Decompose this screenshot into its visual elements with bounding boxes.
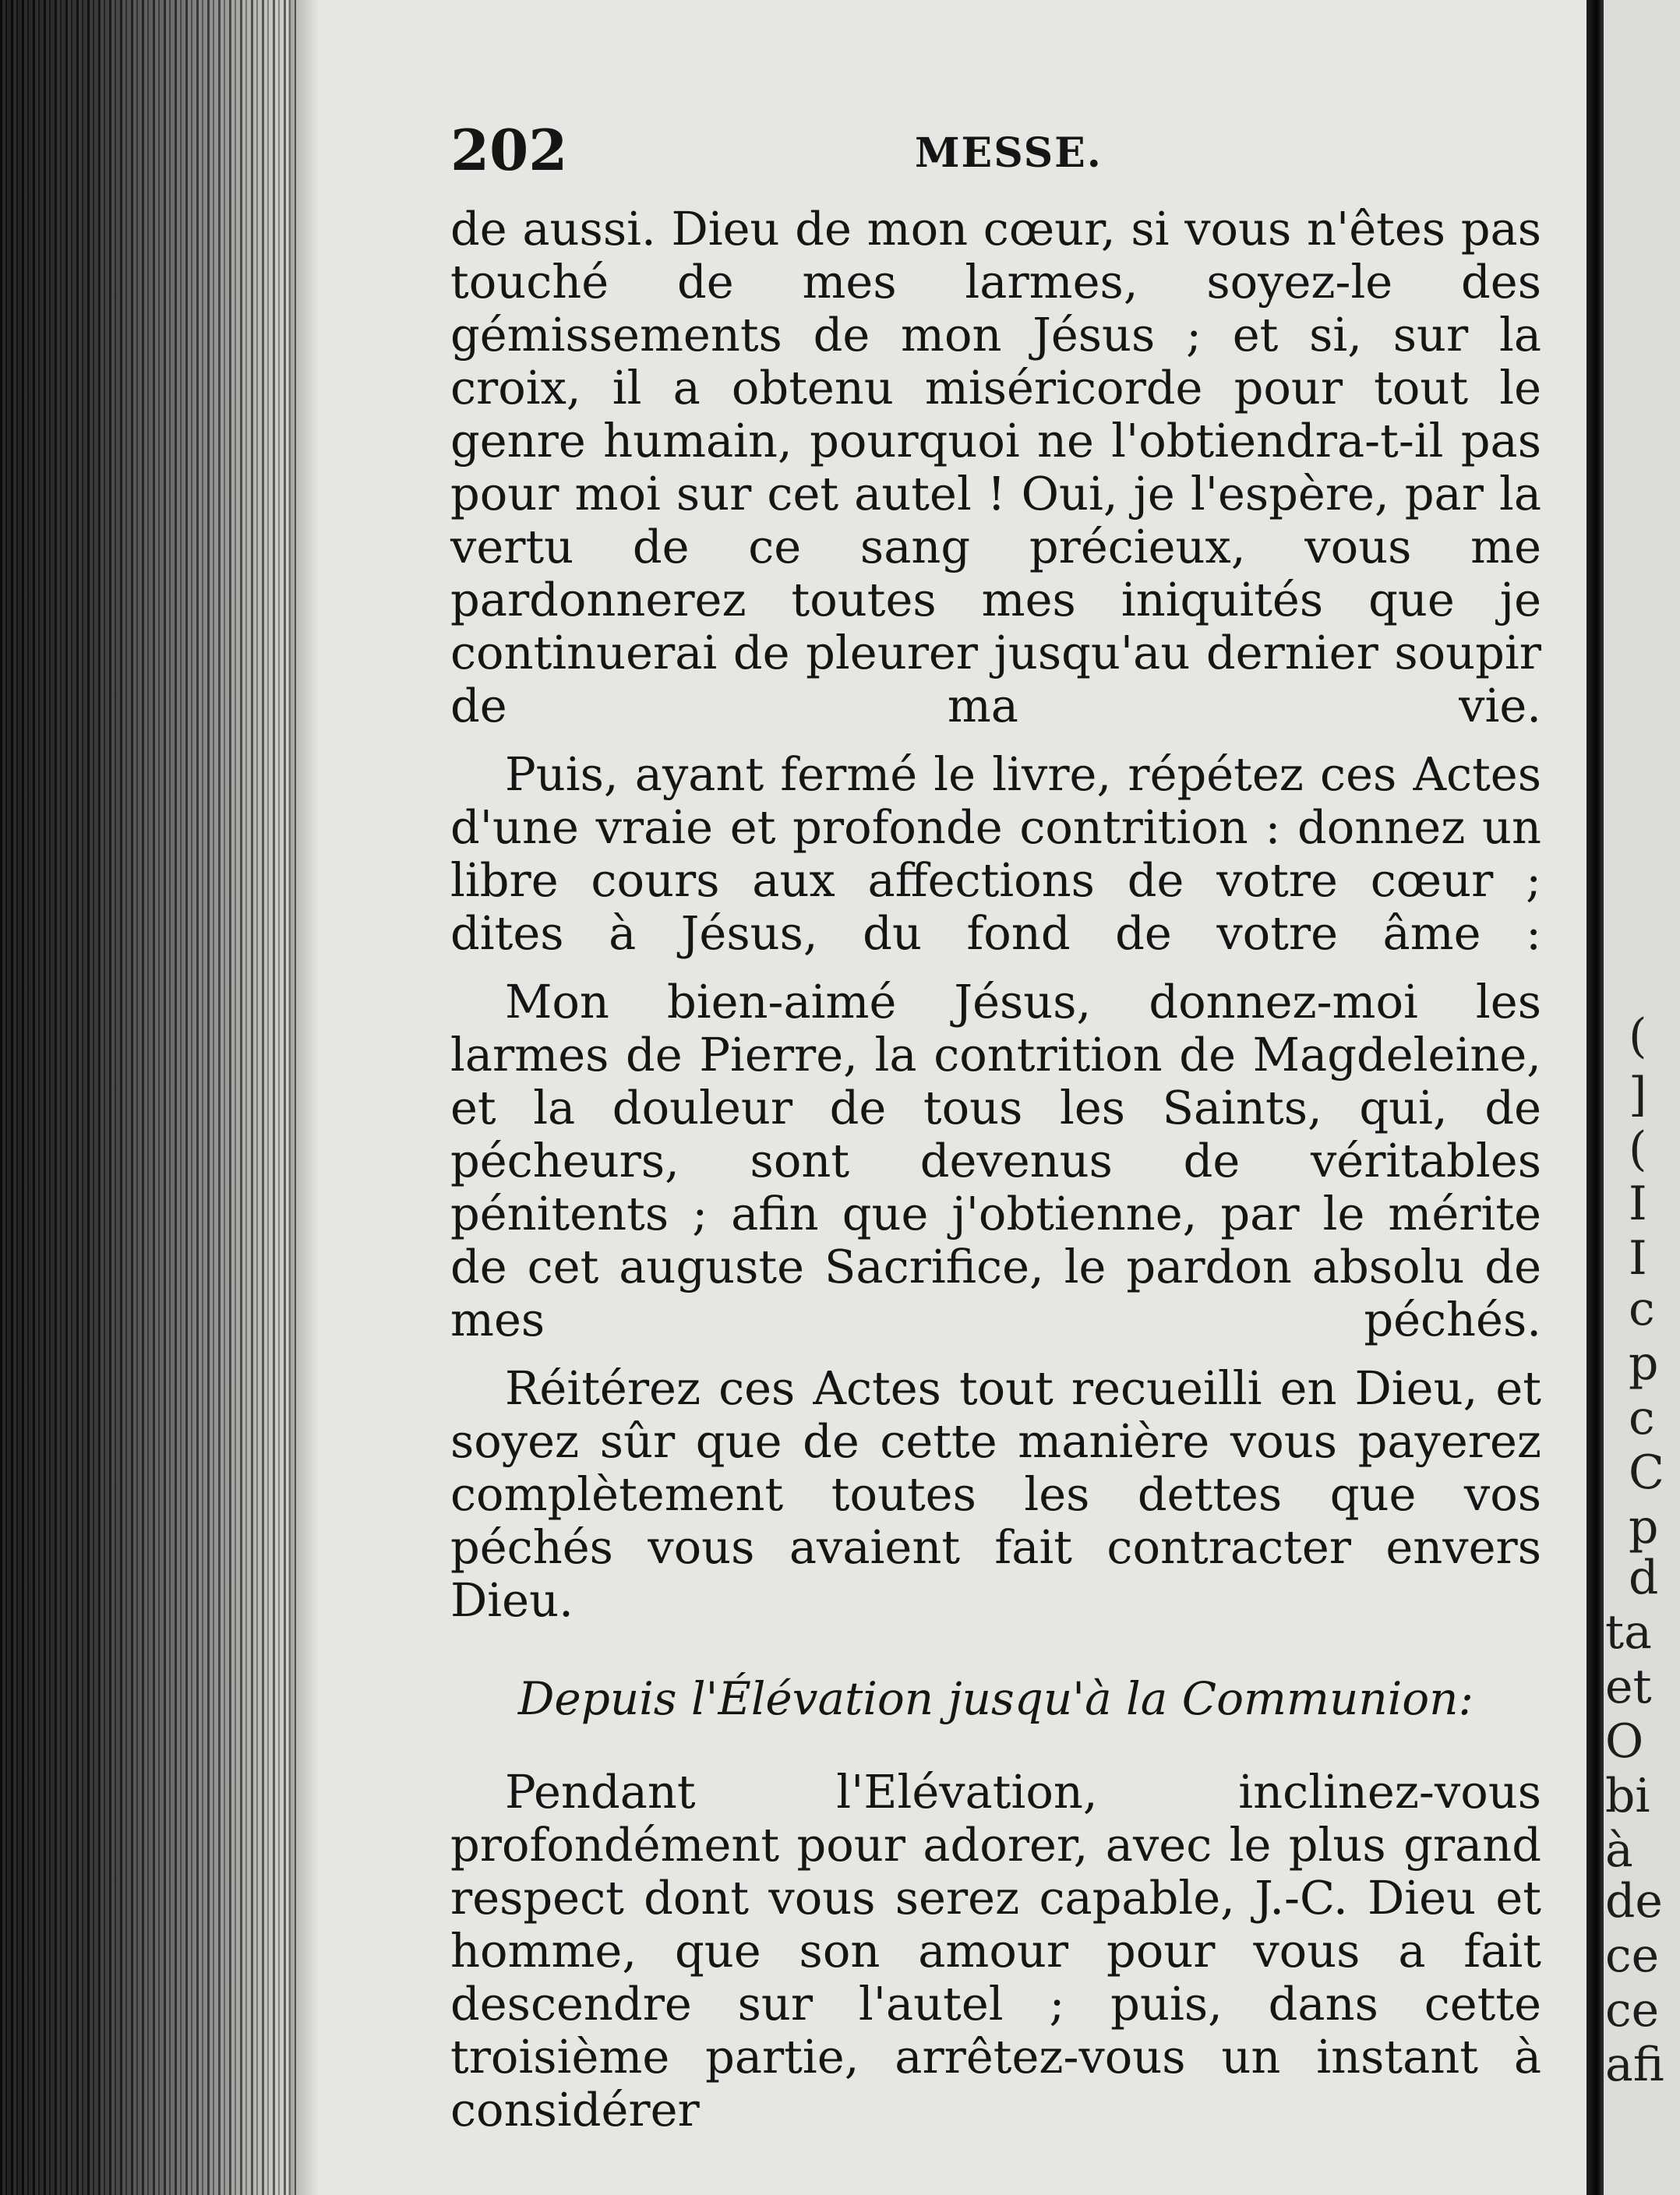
next-page-fragment: d — [1629, 1551, 1659, 1605]
next-page-fragment: c — [1629, 1391, 1655, 1445]
running-head-title: MESSE. — [915, 129, 1103, 177]
next-page-fragment: bi — [1605, 1769, 1650, 1823]
page-number: 202 — [450, 117, 568, 183]
page-divider — [1586, 0, 1604, 2195]
next-page-fragment: de — [1605, 1874, 1663, 1929]
paragraph-elevation: Pendant l'Elévation, inclinez-vous profondément pour adorer, avec le plus grand respect dont vous serez capable, J.-C. Dieu et homme, que son amour pour vous a fait descendre sur l'autel ; puis, dans cette troisième partie, arrêtez-vous un instant à considérer — [450, 1765, 1541, 2137]
next-page-fragment: p — [1629, 1336, 1659, 1391]
next-page-fragment: ta — [1605, 1605, 1652, 1660]
next-page-fragment: ( — [1629, 1122, 1647, 1177]
next-page-fragment: à — [1605, 1823, 1633, 1878]
next-page-edge — [1604, 0, 1680, 2195]
paragraph-instruction-actes: Réitérez ces Actes tout recueilli en Dieu, et soyez sûr que de cette manière vous payerez complètement toutes les dettes que vos péchés vous avaient fait contracter envers Dieu. — [450, 1361, 1541, 1627]
book-binding-edge — [0, 0, 296, 2195]
next-page-fragment: C — [1629, 1445, 1664, 1500]
running-head — [450, 117, 1541, 203]
next-page-fragment: et — [1605, 1660, 1652, 1714]
next-page-fragment: ] — [1629, 1068, 1647, 1122]
paragraph-prayer-jesus: Mon bien-aimé Jésus, donnez-moi les larmes de Pierre, la contrition de Magdeleine, et la douleur de tous les Saints, qui, de pécheurs, sont devenus de véritables pénitents ; afin que j'obtienne, par le mérite de cet auguste Sacrifice, le pardon absolu de mes péchés. — [450, 975, 1541, 1346]
next-page-fragment: I — [1629, 1177, 1647, 1231]
next-page-fragment: ce — [1605, 1983, 1660, 2038]
next-page-fragment: afi — [1605, 2038, 1664, 2092]
next-page-fragment: c — [1629, 1282, 1655, 1336]
section-heading: Depuis l'Élévation jusqu'à la Communion: — [517, 1672, 1474, 1725]
next-page-fragment: O — [1605, 1714, 1644, 1769]
next-page-fragment: p — [1629, 1500, 1659, 1554]
next-page-fragment: I — [1629, 1231, 1647, 1286]
paragraph-prayer-continued: de aussi. Dieu de mon cœur, si vous n'êtes pas touché de mes larmes, soyez-le des gémissements de mon Jésus ; et si, sur la croix, il a obtenu miséricorde pour tout le genre humain, pourquoi ne l'obtiendra-t-il pas pour moi sur cet autel ! Oui, je l'espère, par la vertu de ce sang précieux, vous me pardonnerez toutes mes iniquités que je continuerai de pleurer jusqu'au dernier soupir de ma vie. — [450, 202, 1541, 732]
next-page-fragment: ce — [1605, 1929, 1660, 1983]
next-page-fragment: ( — [1629, 1009, 1647, 1064]
page-gutter-shadow — [288, 0, 319, 2195]
paragraph-instruction-contrition: Puis, ayant fermé le livre, répétez ces Actes d'une vraie et profonde contrition : donnez un libre cours aux affections de votre cœur ; dites à Jésus, du fond de votre âme : — [450, 747, 1541, 960]
left-page — [450, 117, 1541, 2137]
